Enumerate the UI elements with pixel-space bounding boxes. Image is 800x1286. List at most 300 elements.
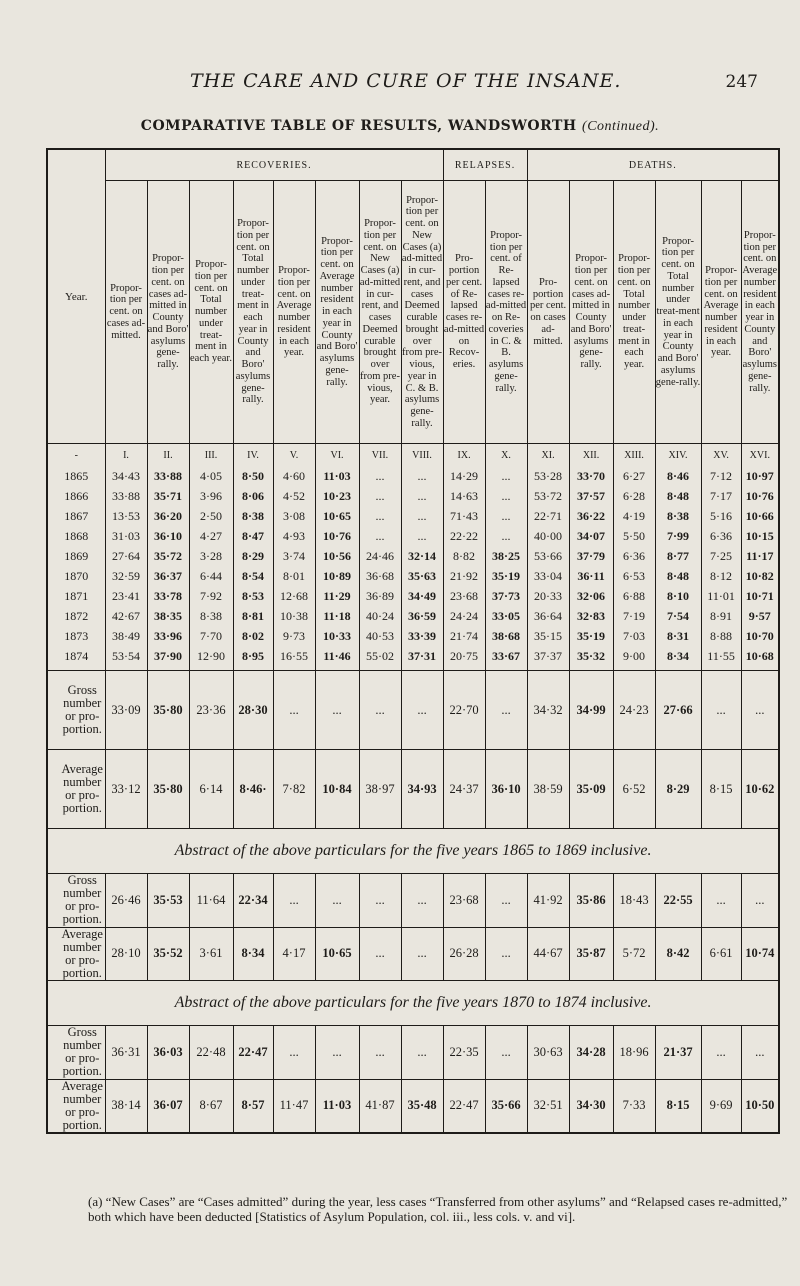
column-numeral: I. bbox=[105, 444, 147, 467]
value-cell: 4·27 bbox=[189, 526, 233, 546]
year-cell: 1871 bbox=[47, 586, 105, 606]
value-cell: 38·59 bbox=[527, 750, 569, 829]
column-numeral: VII. bbox=[359, 444, 401, 467]
row-label: Gross number or pro-portion. bbox=[47, 874, 105, 928]
value-cell: 2·50 bbox=[189, 506, 233, 526]
value-cell: 10·68 bbox=[741, 646, 779, 671]
value-cell: 20·33 bbox=[527, 586, 569, 606]
value-cell: 21·92 bbox=[443, 566, 485, 586]
column-header-4: Propor-tion per cent. on Total number under treat-ment in each year in County and Boro' asylums gene-rally. bbox=[233, 181, 273, 444]
value-cell: 34·99 bbox=[569, 671, 613, 750]
value-cell: 26·28 bbox=[443, 927, 485, 981]
value-cell: 22·47 bbox=[443, 1079, 485, 1133]
value-cell: 9·57 bbox=[741, 606, 779, 626]
value-cell: 22·35 bbox=[443, 1026, 485, 1080]
page-header bbox=[190, 70, 780, 104]
value-cell: 7·25 bbox=[701, 546, 741, 566]
value-cell: ... bbox=[359, 927, 401, 981]
value-cell: 33·88 bbox=[147, 466, 189, 486]
value-cell: 6·53 bbox=[613, 566, 655, 586]
value-cell: 33·05 bbox=[485, 606, 527, 626]
value-cell: 10·38 bbox=[273, 606, 315, 626]
column-header-8: Propor-tion per cent. on New Cases (a) ad-mitted in cur-rent, and cases Deemed curable brought over from pre-vious, year in C. & B. asylums gene-rally. bbox=[401, 181, 443, 444]
value-cell: 10·65 bbox=[315, 927, 359, 981]
value-cell: 6·36 bbox=[613, 546, 655, 566]
value-cell: 5·16 bbox=[701, 506, 741, 526]
value-cell: 24·37 bbox=[443, 750, 485, 829]
value-cell: 27·66 bbox=[655, 671, 701, 750]
value-cell: 31·03 bbox=[105, 526, 147, 546]
value-cell: ... bbox=[701, 671, 741, 750]
value-cell: 8·48 bbox=[655, 486, 701, 506]
value-cell: ... bbox=[401, 874, 443, 928]
value-cell: ... bbox=[485, 466, 527, 486]
value-cell: 14·63 bbox=[443, 486, 485, 506]
value-cell: 34·30 bbox=[569, 1079, 613, 1133]
value-cell: 4·19 bbox=[613, 506, 655, 526]
year-cell: 1868 bbox=[47, 526, 105, 546]
value-cell: 11·29 bbox=[315, 586, 359, 606]
table-row bbox=[47, 626, 779, 646]
value-cell: ... bbox=[401, 1026, 443, 1080]
value-cell: 6·27 bbox=[613, 466, 655, 486]
value-cell: 8·38 bbox=[233, 506, 273, 526]
value-cell: 8·29 bbox=[655, 750, 701, 829]
gross-row-1865-1869 bbox=[47, 874, 779, 928]
value-cell: 6·28 bbox=[613, 486, 655, 506]
numeral-blank: - bbox=[47, 444, 105, 467]
value-cell: 32·83 bbox=[569, 606, 613, 626]
value-cell: 10·76 bbox=[741, 486, 779, 506]
abstract-1870-1874: Abstract of the above particulars for the five years 1870 to 1874 inclusive. bbox=[47, 981, 779, 1026]
value-cell: 8·06 bbox=[233, 486, 273, 506]
value-cell: 8·67 bbox=[189, 1079, 233, 1133]
column-numeral: XII. bbox=[569, 444, 613, 467]
value-cell: 38·97 bbox=[359, 750, 401, 829]
value-cell: 34·28 bbox=[569, 1026, 613, 1080]
table-title bbox=[0, 118, 800, 135]
value-cell: 32·59 bbox=[105, 566, 147, 586]
column-header-5: Propor-tion per cent. on Average number resident in each year. bbox=[273, 181, 315, 444]
value-cell: 10·71 bbox=[741, 586, 779, 606]
value-cell: 35·63 bbox=[401, 566, 443, 586]
value-cell: 4·93 bbox=[273, 526, 315, 546]
value-cell: 8·46· bbox=[233, 750, 273, 829]
value-cell: 33·04 bbox=[527, 566, 569, 586]
value-cell: 33·67 bbox=[485, 646, 527, 671]
value-cell: 37·79 bbox=[569, 546, 613, 566]
value-cell: 10·89 bbox=[315, 566, 359, 586]
column-header-16: Propor-tion per cent. on Average number resident in each year in County and Boro' asylums gene-rally. bbox=[741, 181, 779, 444]
table-row bbox=[47, 506, 779, 526]
value-cell: 33·12 bbox=[105, 750, 147, 829]
value-cell: 10·84 bbox=[315, 750, 359, 829]
value-cell: 23·41 bbox=[105, 586, 147, 606]
column-header-15: Propor-tion per cent. on Average number resident in each year. bbox=[701, 181, 741, 444]
table-row bbox=[47, 546, 779, 566]
value-cell: 38·49 bbox=[105, 626, 147, 646]
value-cell: 12·68 bbox=[273, 586, 315, 606]
value-cell: ... bbox=[401, 671, 443, 750]
value-cell: 16·55 bbox=[273, 646, 315, 671]
gross-row-all bbox=[47, 671, 779, 750]
column-numeral: II. bbox=[147, 444, 189, 467]
column-numeral: XIII. bbox=[613, 444, 655, 467]
value-cell: ... bbox=[359, 506, 401, 526]
value-cell: 4·17 bbox=[273, 927, 315, 981]
value-cell: ... bbox=[359, 466, 401, 486]
value-cell: 37·73 bbox=[485, 586, 527, 606]
column-numeral: V. bbox=[273, 444, 315, 467]
value-cell: 22·71 bbox=[527, 506, 569, 526]
column-numeral: XIV. bbox=[655, 444, 701, 467]
table-row bbox=[47, 566, 779, 586]
value-cell: 10·70 bbox=[741, 626, 779, 646]
value-cell: 23·68 bbox=[443, 586, 485, 606]
value-cell: 44·67 bbox=[527, 927, 569, 981]
value-cell: 7·92 bbox=[189, 586, 233, 606]
year-cell: 1873 bbox=[47, 626, 105, 646]
value-cell: 36·10 bbox=[147, 526, 189, 546]
value-cell: ... bbox=[485, 486, 527, 506]
value-cell: 33·70 bbox=[569, 466, 613, 486]
value-cell: 37·57 bbox=[569, 486, 613, 506]
value-cell: 4·60 bbox=[273, 466, 315, 486]
running-title: THE CARE AND CURE OF THE INSANE. bbox=[190, 70, 622, 92]
column-numeral: XVI. bbox=[741, 444, 779, 467]
value-cell: 8·12 bbox=[701, 566, 741, 586]
value-cell: 11·47 bbox=[273, 1079, 315, 1133]
value-cell: 53·66 bbox=[527, 546, 569, 566]
value-cell: ... bbox=[273, 1026, 315, 1080]
value-cell: 10·76 bbox=[315, 526, 359, 546]
year-cell: 1872 bbox=[47, 606, 105, 626]
year-cell: 1866 bbox=[47, 486, 105, 506]
value-cell: 6·14 bbox=[189, 750, 233, 829]
row-label: Gross number or pro-portion. bbox=[47, 671, 105, 750]
value-cell: ... bbox=[359, 671, 401, 750]
value-cell: 34·07 bbox=[569, 526, 613, 546]
value-cell: ... bbox=[401, 526, 443, 546]
value-cell: 36·03 bbox=[147, 1026, 189, 1080]
group-deaths: DEATHS. bbox=[527, 149, 779, 181]
value-cell: 9·73 bbox=[273, 626, 315, 646]
value-cell: 71·43 bbox=[443, 506, 485, 526]
value-cell: 8·57 bbox=[233, 1079, 273, 1133]
value-cell: 24·46 bbox=[359, 546, 401, 566]
value-cell: 11·46 bbox=[315, 646, 359, 671]
value-cell: 10·82 bbox=[741, 566, 779, 586]
value-cell: 35·09 bbox=[569, 750, 613, 829]
value-cell: 7·54 bbox=[655, 606, 701, 626]
value-cell: 36·31 bbox=[105, 1026, 147, 1080]
year-cell: 1874 bbox=[47, 646, 105, 671]
column-header-10: Propor-tion per cent. of Re-lapsed cases re-ad-mitted on Re-coveries in C. & B. asylums gene-rally. bbox=[485, 181, 527, 444]
value-cell: ... bbox=[741, 874, 779, 928]
value-cell: ... bbox=[359, 1026, 401, 1080]
value-cell: 11·17 bbox=[741, 546, 779, 566]
value-cell: 36·10 bbox=[485, 750, 527, 829]
value-cell: 40·00 bbox=[527, 526, 569, 546]
value-cell: 33·09 bbox=[105, 671, 147, 750]
value-cell: ... bbox=[401, 466, 443, 486]
value-cell: ... bbox=[359, 486, 401, 506]
column-numeral: VIII. bbox=[401, 444, 443, 467]
value-cell: 7·12 bbox=[701, 466, 741, 486]
value-cell: 37·31 bbox=[401, 646, 443, 671]
column-numeral: IV. bbox=[233, 444, 273, 467]
value-cell: 11·03 bbox=[315, 1079, 359, 1133]
row-label: Average number or pro-portion. bbox=[47, 750, 105, 829]
value-cell: 11·03 bbox=[315, 466, 359, 486]
column-header-1: Propor-tion per cent. on cases ad-mitted. bbox=[105, 181, 147, 444]
value-cell: 27·64 bbox=[105, 546, 147, 566]
value-cell: 18·96 bbox=[613, 1026, 655, 1080]
value-cell: 35·19 bbox=[485, 566, 527, 586]
abstract-1865-1869-row bbox=[47, 829, 779, 874]
value-cell: ... bbox=[273, 874, 315, 928]
column-header-13: Propor-tion per cent. on Total number under treat-ment in each year. bbox=[613, 181, 655, 444]
value-cell: 7·03 bbox=[613, 626, 655, 646]
average-row-1870-1874 bbox=[47, 1079, 779, 1133]
year-cell: 1865 bbox=[47, 466, 105, 486]
value-cell: 12·90 bbox=[189, 646, 233, 671]
value-cell: 24·24 bbox=[443, 606, 485, 626]
value-cell: 35·71 bbox=[147, 486, 189, 506]
value-cell: 38·68 bbox=[485, 626, 527, 646]
value-cell: 22·22 bbox=[443, 526, 485, 546]
value-cell: 6·61 bbox=[701, 927, 741, 981]
value-cell: 7·70 bbox=[189, 626, 233, 646]
value-cell: 3·61 bbox=[189, 927, 233, 981]
value-cell: 35·19 bbox=[569, 626, 613, 646]
row-label: Gross number or pro-portion. bbox=[47, 1026, 105, 1080]
value-cell: 8·29 bbox=[233, 546, 273, 566]
table-title-suffix: (Continued). bbox=[582, 119, 660, 134]
value-cell: 33·78 bbox=[147, 586, 189, 606]
value-cell: 53·28 bbox=[527, 466, 569, 486]
value-cell: 36·22 bbox=[569, 506, 613, 526]
value-cell: 10·97 bbox=[741, 466, 779, 486]
value-cell: 8·38 bbox=[189, 606, 233, 626]
value-cell: 8·34 bbox=[233, 927, 273, 981]
value-cell: 20·75 bbox=[443, 646, 485, 671]
value-cell: 55·02 bbox=[359, 646, 401, 671]
value-cell: 6·52 bbox=[613, 750, 655, 829]
value-cell: 36·07 bbox=[147, 1079, 189, 1133]
group-relapses: RELAPSES. bbox=[443, 149, 527, 181]
table-title-text: COMPARATIVE TABLE OF RESULTS, WANDSWORTH bbox=[140, 118, 577, 134]
column-header-3: Propor-tion per cent. on Total number under treat-ment in each year. bbox=[189, 181, 233, 444]
value-cell: 40·53 bbox=[359, 626, 401, 646]
value-cell: 32·06 bbox=[569, 586, 613, 606]
value-cell: 38·14 bbox=[105, 1079, 147, 1133]
value-cell: 10·65 bbox=[315, 506, 359, 526]
value-cell: 6·44 bbox=[189, 566, 233, 586]
column-numeral: XV. bbox=[701, 444, 741, 467]
column-header-12: Propor-tion per cent. on cases ad-mitted in County and Boro' asylums gene-rally. bbox=[569, 181, 613, 444]
value-cell: 8·15 bbox=[701, 750, 741, 829]
row-label: Average number or pro-portion. bbox=[47, 1079, 105, 1133]
value-cell: 36·68 bbox=[359, 566, 401, 586]
value-cell: 8·01 bbox=[273, 566, 315, 586]
value-cell: 35·86 bbox=[569, 874, 613, 928]
value-cell: 6·36 bbox=[701, 526, 741, 546]
value-cell: 35·53 bbox=[147, 874, 189, 928]
value-cell: 53·54 bbox=[105, 646, 147, 671]
value-cell: 10·23 bbox=[315, 486, 359, 506]
value-cell: ... bbox=[401, 927, 443, 981]
value-cell: 5·72 bbox=[613, 927, 655, 981]
value-cell: 30·63 bbox=[527, 1026, 569, 1080]
value-cell: 32·51 bbox=[527, 1079, 569, 1133]
page-number: 247 bbox=[725, 72, 758, 92]
value-cell: ... bbox=[701, 1026, 741, 1080]
value-cell: ... bbox=[273, 671, 315, 750]
column-header-14: Propor-tion per cent. on Total number under treat-ment in each year in County and Boro' asylums gene-rally. bbox=[655, 181, 701, 444]
value-cell: 22·70 bbox=[443, 671, 485, 750]
value-cell: 23·68 bbox=[443, 874, 485, 928]
table-body bbox=[47, 444, 779, 1134]
value-cell: 8·34 bbox=[655, 646, 701, 671]
table-row bbox=[47, 606, 779, 626]
column-header-11: Pro-portion per cent. on cases ad-mitted. bbox=[527, 181, 569, 444]
value-cell: 22·48 bbox=[189, 1026, 233, 1080]
value-cell: 35·32 bbox=[569, 646, 613, 671]
value-cell: ... bbox=[359, 526, 401, 546]
value-cell: 8·02 bbox=[233, 626, 273, 646]
value-cell: 10·62 bbox=[741, 750, 779, 829]
value-cell: 38·35 bbox=[147, 606, 189, 626]
value-cell: 8·88 bbox=[701, 626, 741, 646]
value-cell: ... bbox=[401, 506, 443, 526]
value-cell: 8·42 bbox=[655, 927, 701, 981]
value-cell: 8·81 bbox=[233, 606, 273, 626]
gross-row-1870-1874 bbox=[47, 1026, 779, 1080]
value-cell: 7·82 bbox=[273, 750, 315, 829]
value-cell: 37·37 bbox=[527, 646, 569, 671]
column-header-7: Propor-tion per cent. on New Cases (a) ad-mitted in cur-rent, and cases Deemed curable brought over from pre-vious, year. bbox=[359, 181, 401, 444]
value-cell: 8·91 bbox=[701, 606, 741, 626]
value-cell: 3·28 bbox=[189, 546, 233, 566]
value-cell: ... bbox=[485, 526, 527, 546]
column-numeral: XI. bbox=[527, 444, 569, 467]
column-header-9: Pro-portion per cent. of Re-lapsed cases re-ad-mitted on Recov-eries. bbox=[443, 181, 485, 444]
year-cell: 1870 bbox=[47, 566, 105, 586]
value-cell: 8·15 bbox=[655, 1079, 701, 1133]
value-cell: 22·47 bbox=[233, 1026, 273, 1080]
value-cell: 23·36 bbox=[189, 671, 233, 750]
value-cell: 9·00 bbox=[613, 646, 655, 671]
value-cell: 14·29 bbox=[443, 466, 485, 486]
value-cell: 7·17 bbox=[701, 486, 741, 506]
value-cell: 6·88 bbox=[613, 586, 655, 606]
table-row bbox=[47, 586, 779, 606]
value-cell: 7·33 bbox=[613, 1079, 655, 1133]
value-cell: 37·90 bbox=[147, 646, 189, 671]
value-cell: 34·32 bbox=[527, 671, 569, 750]
value-cell: 7·99 bbox=[655, 526, 701, 546]
table-row bbox=[47, 646, 779, 671]
value-cell: 11·55 bbox=[701, 646, 741, 671]
value-cell: 4·05 bbox=[189, 466, 233, 486]
value-cell: 8·31 bbox=[655, 626, 701, 646]
column-numeral: VI. bbox=[315, 444, 359, 467]
value-cell: 53·72 bbox=[527, 486, 569, 506]
value-cell: 8·95 bbox=[233, 646, 273, 671]
value-cell: 21·74 bbox=[443, 626, 485, 646]
value-cell: 7·19 bbox=[613, 606, 655, 626]
value-cell: 33·39 bbox=[401, 626, 443, 646]
value-cell: 9·69 bbox=[701, 1079, 741, 1133]
value-cell: 32·14 bbox=[401, 546, 443, 566]
value-cell: 36·20 bbox=[147, 506, 189, 526]
value-cell: 35·87 bbox=[569, 927, 613, 981]
column-header-6: Propor-tion per cent. on Average number resident in each year in County and Boro' asylums gene-rally. bbox=[315, 181, 359, 444]
value-cell: ... bbox=[401, 486, 443, 506]
group-recoveries: RECOVERIES. bbox=[105, 149, 443, 181]
value-cell: 10·50 bbox=[741, 1079, 779, 1133]
column-header-2: Propor-tion per cent. on cases ad-mitted in County and Boro' asylums gene-rally. bbox=[147, 181, 189, 444]
value-cell: 35·80 bbox=[147, 671, 189, 750]
year-cell: 1869 bbox=[47, 546, 105, 566]
value-cell: 40·24 bbox=[359, 606, 401, 626]
value-cell: 3·96 bbox=[189, 486, 233, 506]
value-cell: 5·50 bbox=[613, 526, 655, 546]
value-cell: 26·46 bbox=[105, 874, 147, 928]
average-row-all bbox=[47, 750, 779, 829]
row-label: Average number or pro-portion. bbox=[47, 927, 105, 981]
value-cell: 41·92 bbox=[527, 874, 569, 928]
value-cell: ... bbox=[701, 874, 741, 928]
value-cell: 35·72 bbox=[147, 546, 189, 566]
value-cell: 36·37 bbox=[147, 566, 189, 586]
value-cell: 35·80 bbox=[147, 750, 189, 829]
value-cell: 35·48 bbox=[401, 1079, 443, 1133]
value-cell: 13·53 bbox=[105, 506, 147, 526]
numeral-row bbox=[47, 444, 779, 467]
value-cell: 35·15 bbox=[527, 626, 569, 646]
value-cell: 11·64 bbox=[189, 874, 233, 928]
value-cell: ... bbox=[485, 506, 527, 526]
value-cell: 33·88 bbox=[105, 486, 147, 506]
value-cell: 8·77 bbox=[655, 546, 701, 566]
average-row-1865-1869 bbox=[47, 927, 779, 981]
value-cell: ... bbox=[741, 671, 779, 750]
value-cell: 8·82 bbox=[443, 546, 485, 566]
value-cell: 34·49 bbox=[401, 586, 443, 606]
value-cell: ... bbox=[315, 874, 359, 928]
value-cell: ... bbox=[485, 1026, 527, 1080]
value-cell: 3·08 bbox=[273, 506, 315, 526]
value-cell: 10·15 bbox=[741, 526, 779, 546]
value-cell: 8·48 bbox=[655, 566, 701, 586]
results-table bbox=[46, 148, 780, 1134]
value-cell: 4·52 bbox=[273, 486, 315, 506]
value-cell: 10·33 bbox=[315, 626, 359, 646]
value-cell: ... bbox=[485, 874, 527, 928]
value-cell: 8·50 bbox=[233, 466, 273, 486]
value-cell: 11·18 bbox=[315, 606, 359, 626]
value-cell: 21·37 bbox=[655, 1026, 701, 1080]
value-cell: ... bbox=[315, 671, 359, 750]
value-cell: 41·87 bbox=[359, 1079, 401, 1133]
value-cell: 22·34 bbox=[233, 874, 273, 928]
year-cell: 1867 bbox=[47, 506, 105, 526]
value-cell: 34·43 bbox=[105, 466, 147, 486]
value-cell: 38·25 bbox=[485, 546, 527, 566]
value-cell: 24·23 bbox=[613, 671, 655, 750]
